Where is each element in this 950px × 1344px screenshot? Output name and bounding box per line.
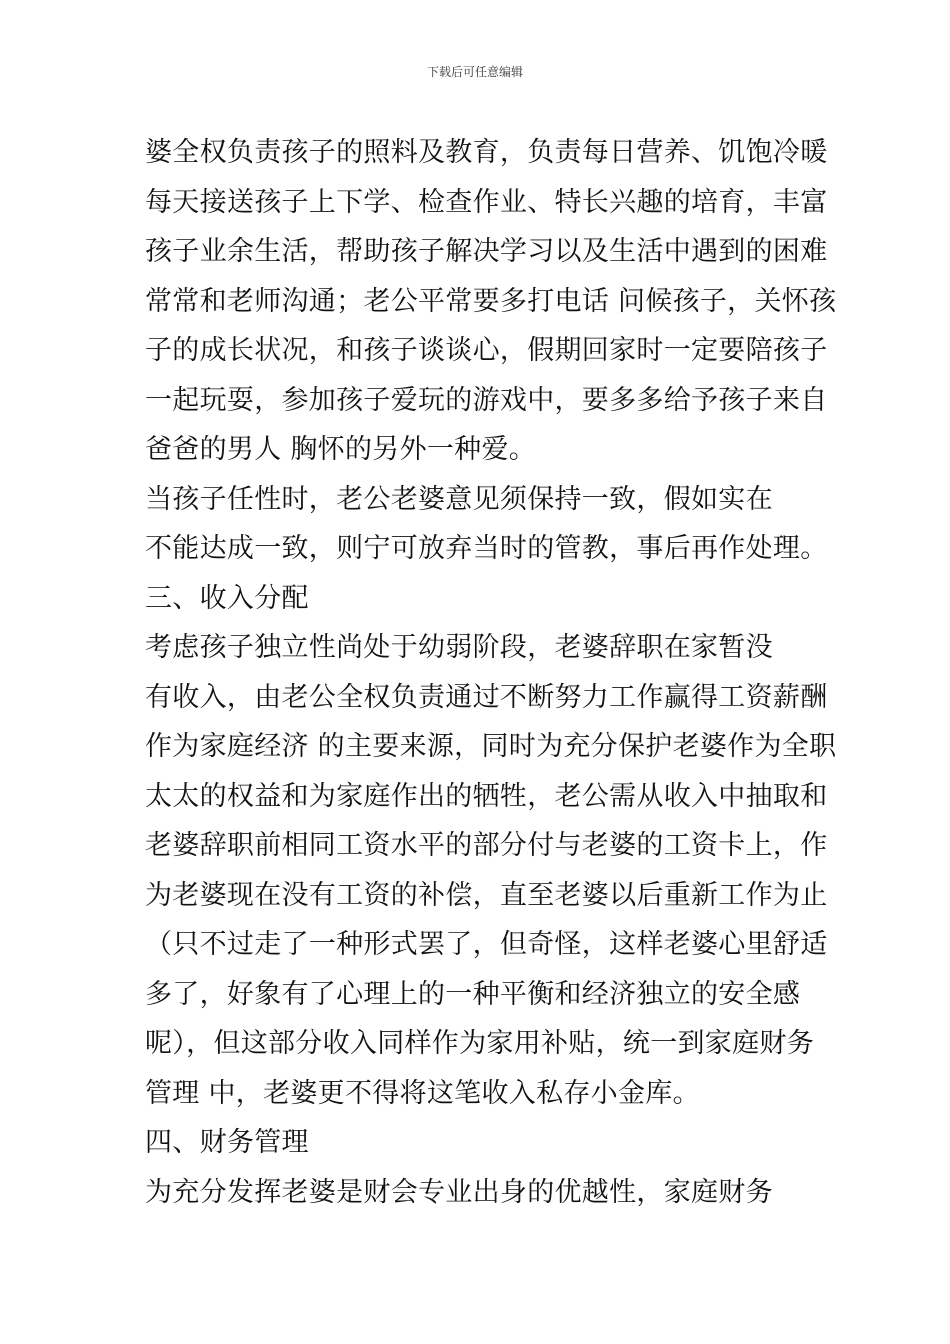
section-heading-income: 三、收入分配 bbox=[145, 582, 309, 614]
text-line: 有收入，由老公全权负责通过不断努力工作赢得工资薪酬 bbox=[145, 681, 828, 713]
text-line: 子的成长状况，和孩子谈谈心，假期回家时一定要陪孩子 bbox=[145, 335, 828, 366]
text-line: 不能达成一致，则宁可放弃当时的管教，事后再作处理。 bbox=[145, 533, 828, 564]
text-line: （只不过走了一种形式罢了，但奇怪，这样老婆心里舒适 bbox=[145, 929, 828, 960]
text-line: 为老婆现在没有工资的补偿，直至老婆以后重新工作为止 bbox=[145, 879, 828, 911]
text-line: 婆全权负责孩子的照料及教育，负责每日营养、饥饱冷暖 bbox=[145, 137, 828, 168]
page-header: 下载后可任意编辑 bbox=[426, 65, 523, 79]
text-line: 多了，好象有了心理上的一种平衡和经济独立的安全感 bbox=[145, 978, 801, 1010]
text-line: 当孩子任性时，老公老婆意见须保持一致，假如实在 bbox=[145, 483, 773, 515]
text-line: 为充分发挥老婆是财会专业出身的优越性，家庭财务 bbox=[145, 1176, 773, 1208]
text-line: 作为家庭经济 的主要来源，同时为充分保护老婆作为全职 bbox=[145, 731, 837, 762]
text-line: 老婆辞职前相同工资水平的部分付与老婆的工资卡上，作 bbox=[145, 830, 828, 861]
section-heading-finance: 四、财务管理 bbox=[145, 1127, 309, 1158]
text-line: 考虑孩子独立性尚处于幼弱阶段，老婆辞职在家暂没 bbox=[145, 632, 773, 663]
text-line: 爸爸的男人 胸怀的另外一种爱。 bbox=[145, 434, 537, 465]
text-line: 管理 中，老婆更不得将这笔收入私存小金库。 bbox=[145, 1077, 700, 1109]
text-line: 太太的权益和为家庭作出的牺牲，老公需从收入中抽取和 bbox=[145, 780, 828, 812]
text-line: 一起玩耍，参加孩子爱玩的游戏中，要多多给予孩子来自 bbox=[145, 384, 828, 416]
text-line: 每天接送孩子上下学、检查作业、特长兴趣的培育，丰富 bbox=[145, 186, 828, 218]
text-line: 常常和老师沟通；老公平常要多打电话 问候孩子，关怀孩 bbox=[145, 285, 837, 317]
document-body bbox=[145, 128, 837, 1217]
text-line: 呢），但这部分收入同样作为家用补贴，统一到家庭财务 bbox=[145, 1028, 814, 1059]
text-line: 孩子业余生活，帮助孩子解决学习以及生活中遇到的困难 bbox=[145, 236, 828, 267]
